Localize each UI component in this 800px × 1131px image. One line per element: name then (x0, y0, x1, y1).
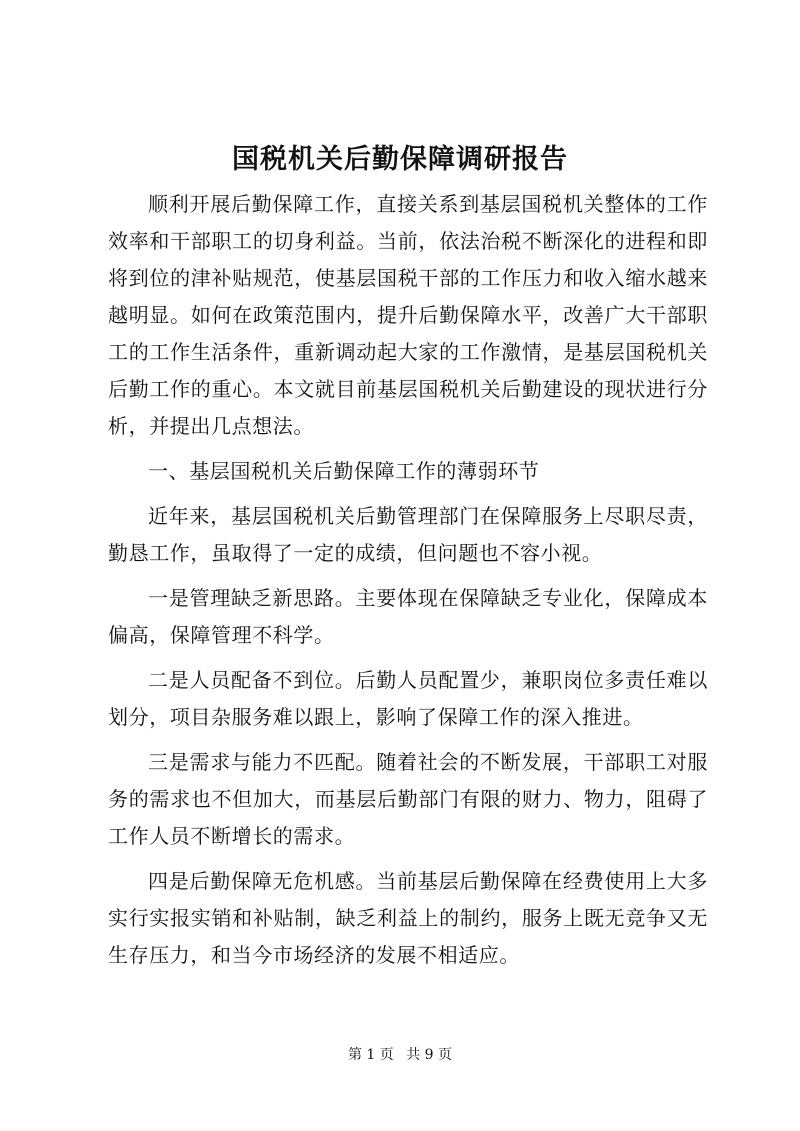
document-body (108, 186, 708, 982)
document-title: 国税机关后勤保障调研报告 (232, 144, 568, 175)
paragraph-point-3: 三是需求与能力不匹配。随着社会的不断发展，干部职工对服务的需求也不但加大，而基层后勤部门有限的财力、物力，阻碍了工作人员不断增长的需求。 (108, 750, 708, 848)
paragraph-point-2: 二是人员配备不到位。后勤人员配置少，兼职岗位多责任难以划分，项目杂服务难以跟上，影响了保障工作的深入推进。 (108, 668, 708, 729)
section-heading: 一、基层国税机关后勤保障工作的薄弱环节 (148, 459, 540, 483)
paragraph-point-4: 四是后勤保障无危机感。当前基层后勤保障在经费使用上大多实行实报实销和补贴制，缺乏利益上的制约，服务上既无竞争又无生存压力，和当今市场经济的发展不相适应。 (108, 869, 708, 967)
paragraph-point-1: 一是管理缺乏新思路。主要体现在保障缺乏专业化，保障成本偏高，保障管理不科学。 (108, 586, 708, 647)
page-number: 第 1 页 (347, 1047, 394, 1063)
paragraph-intro: 顺利开展后勤保障工作，直接关系到基层国税机关整体的工作效率和干部职工的切身利益。当前，依法治税不断深化的进程和即将到位的津补贴规范，使基层国税干部的工作压力和收入缩水越来越明显。如何在政策范围内，提升后勤保障水平，改善广大干部职工的工作生活条件，重新调动起大家的工作激情，是基层国税机关后勤工作的重心。本文就目前基层国税机关后勤建设的现状进行分析，并提出几点想法。 (108, 192, 708, 438)
paragraph-overview: 近年来，基层国税机关后勤管理部门在保障服务上尽职尽责，勤恳工作，虽取得了一定的成绩，但问题也不容小视。 (108, 504, 708, 565)
total-pages: 共 9 页 (406, 1047, 453, 1063)
page-footer (0, 1045, 800, 1065)
